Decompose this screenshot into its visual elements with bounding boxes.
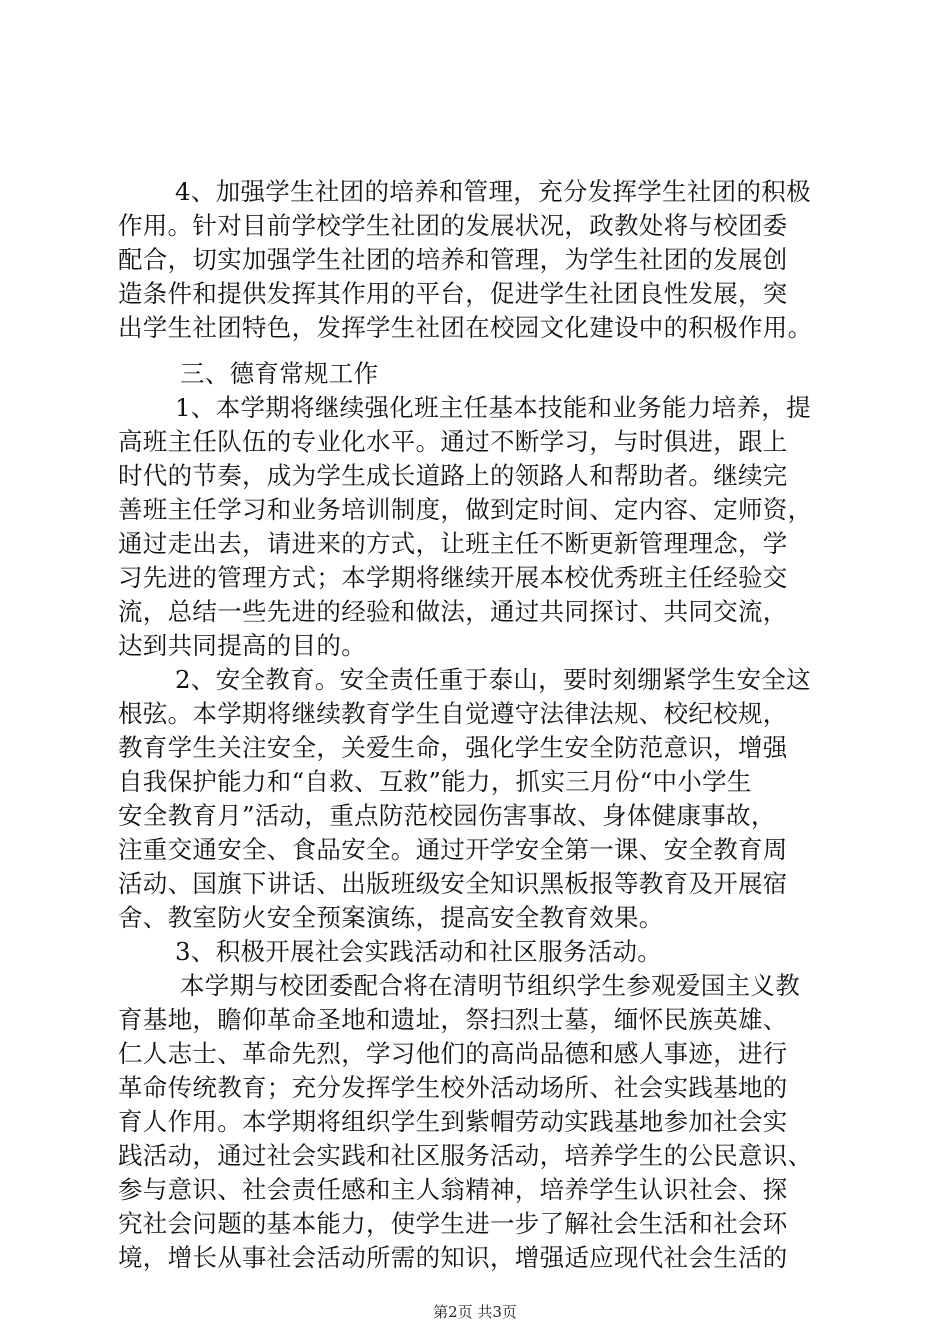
text-line: 造条件和提供发挥其作用的平台，促进学生社团良性发展，突 [118, 279, 788, 308]
text-line: 流，总结一些先进的经验和做法，通过共同探讨、共同交流， [118, 597, 788, 626]
text-line: 育基地，瞻仰革命圣地和遗址，祭扫烈士墓，缅怀民族英雄、 [118, 1005, 788, 1034]
text-line: 本学期与校团委配合将在清明节组织学生参观爱国主义教 [180, 971, 800, 1000]
text-line: 4、加强学生社团的培养和管理，充分发挥学生社团的积极 [175, 177, 811, 206]
section-heading: 三、德育常规工作 [180, 359, 379, 388]
text-line: 1、本学期将继续强化班主任基本技能和业务能力培养，提 [175, 393, 811, 422]
text-line: 革命传统教育；充分发挥学生校外活动场所、社会实践基地的 [118, 1073, 788, 1102]
text-line: 安全教育月”活动，重点防范校园伤害事故、身体健康事故， [118, 801, 776, 830]
text-line: 配合，切实加强学生社团的培养和管理，为学生社团的发展创 [118, 245, 788, 274]
text-line: 3、积极开展社会实践活动和社区服务活动。 [175, 937, 663, 966]
text-line: 高班主任队伍的专业化水平。通过不断学习，与时俱进，跟上 [118, 427, 788, 456]
text-line: 践活动，通过社会实践和社区服务活动，培养学生的公民意识、 [118, 1141, 813, 1170]
text-line: 善班主任学习和业务培训制度，做到定时间、定内容、定师资， [118, 495, 813, 524]
text-line: 育人作用。本学期将组织学生到紫帽劳动实践基地参加社会实 [118, 1107, 788, 1136]
text-line: 通过走出去，请进来的方式，让班主任不断更新管理理念，学 [118, 529, 788, 558]
text-line: 教育学生关注安全，关爱生命，强化学生安全防范意识，增强 [118, 733, 788, 762]
text-line: 注重交通安全、食品安全。通过开学安全第一课、安全教育周 [118, 835, 788, 864]
text-line: 时代的节奏，成为学生成长道路上的领路人和帮助者。继续完 [118, 461, 788, 490]
text-line: 仁人志士、革命先烈，学习他们的高尚品德和感人事迹，进行 [118, 1039, 788, 1068]
text-line: 根弦。本学期将继续教育学生自觉遵守法律法规、校纪校规， [118, 699, 788, 728]
text-line: 舍、教室防火安全预案演练，提高安全教育效果。 [118, 903, 664, 932]
text-line: 习先进的管理方式；本学期将继续开展本校优秀班主任经验交 [118, 563, 788, 592]
text-line: 究社会问题的基本能力，使学生进一步了解社会生活和社会环 [118, 1209, 788, 1238]
page-footer: 第2页 共3页 [433, 1303, 517, 1321]
text-line: 作用。针对目前学校学生社团的发展状况，政教处将与校团委 [118, 211, 788, 240]
text-line: 达到共同提高的目的。 [118, 631, 366, 660]
text-line: 境，增长从事社会活动所需的知识，增强适应现代社会生活的 [118, 1243, 788, 1272]
text-line: 活动、国旗下讲话、出版班级安全知识黑板报等教育及开展宿 [118, 869, 788, 898]
text-line: 2、安全教育。安全责任重于泰山，要时刻绷紧学生安全这 [175, 665, 811, 694]
text-line: 自我保护能力和“自救、互救”能力，抓实三月份“中小学生 [118, 767, 752, 796]
text-line: 参与意识、社会责任感和主人翁精神，培养学生认识社会、探 [118, 1175, 788, 1204]
text-line: 出学生社团特色，发挥学生社团在校园文化建设中的积极作用。 [118, 313, 813, 342]
